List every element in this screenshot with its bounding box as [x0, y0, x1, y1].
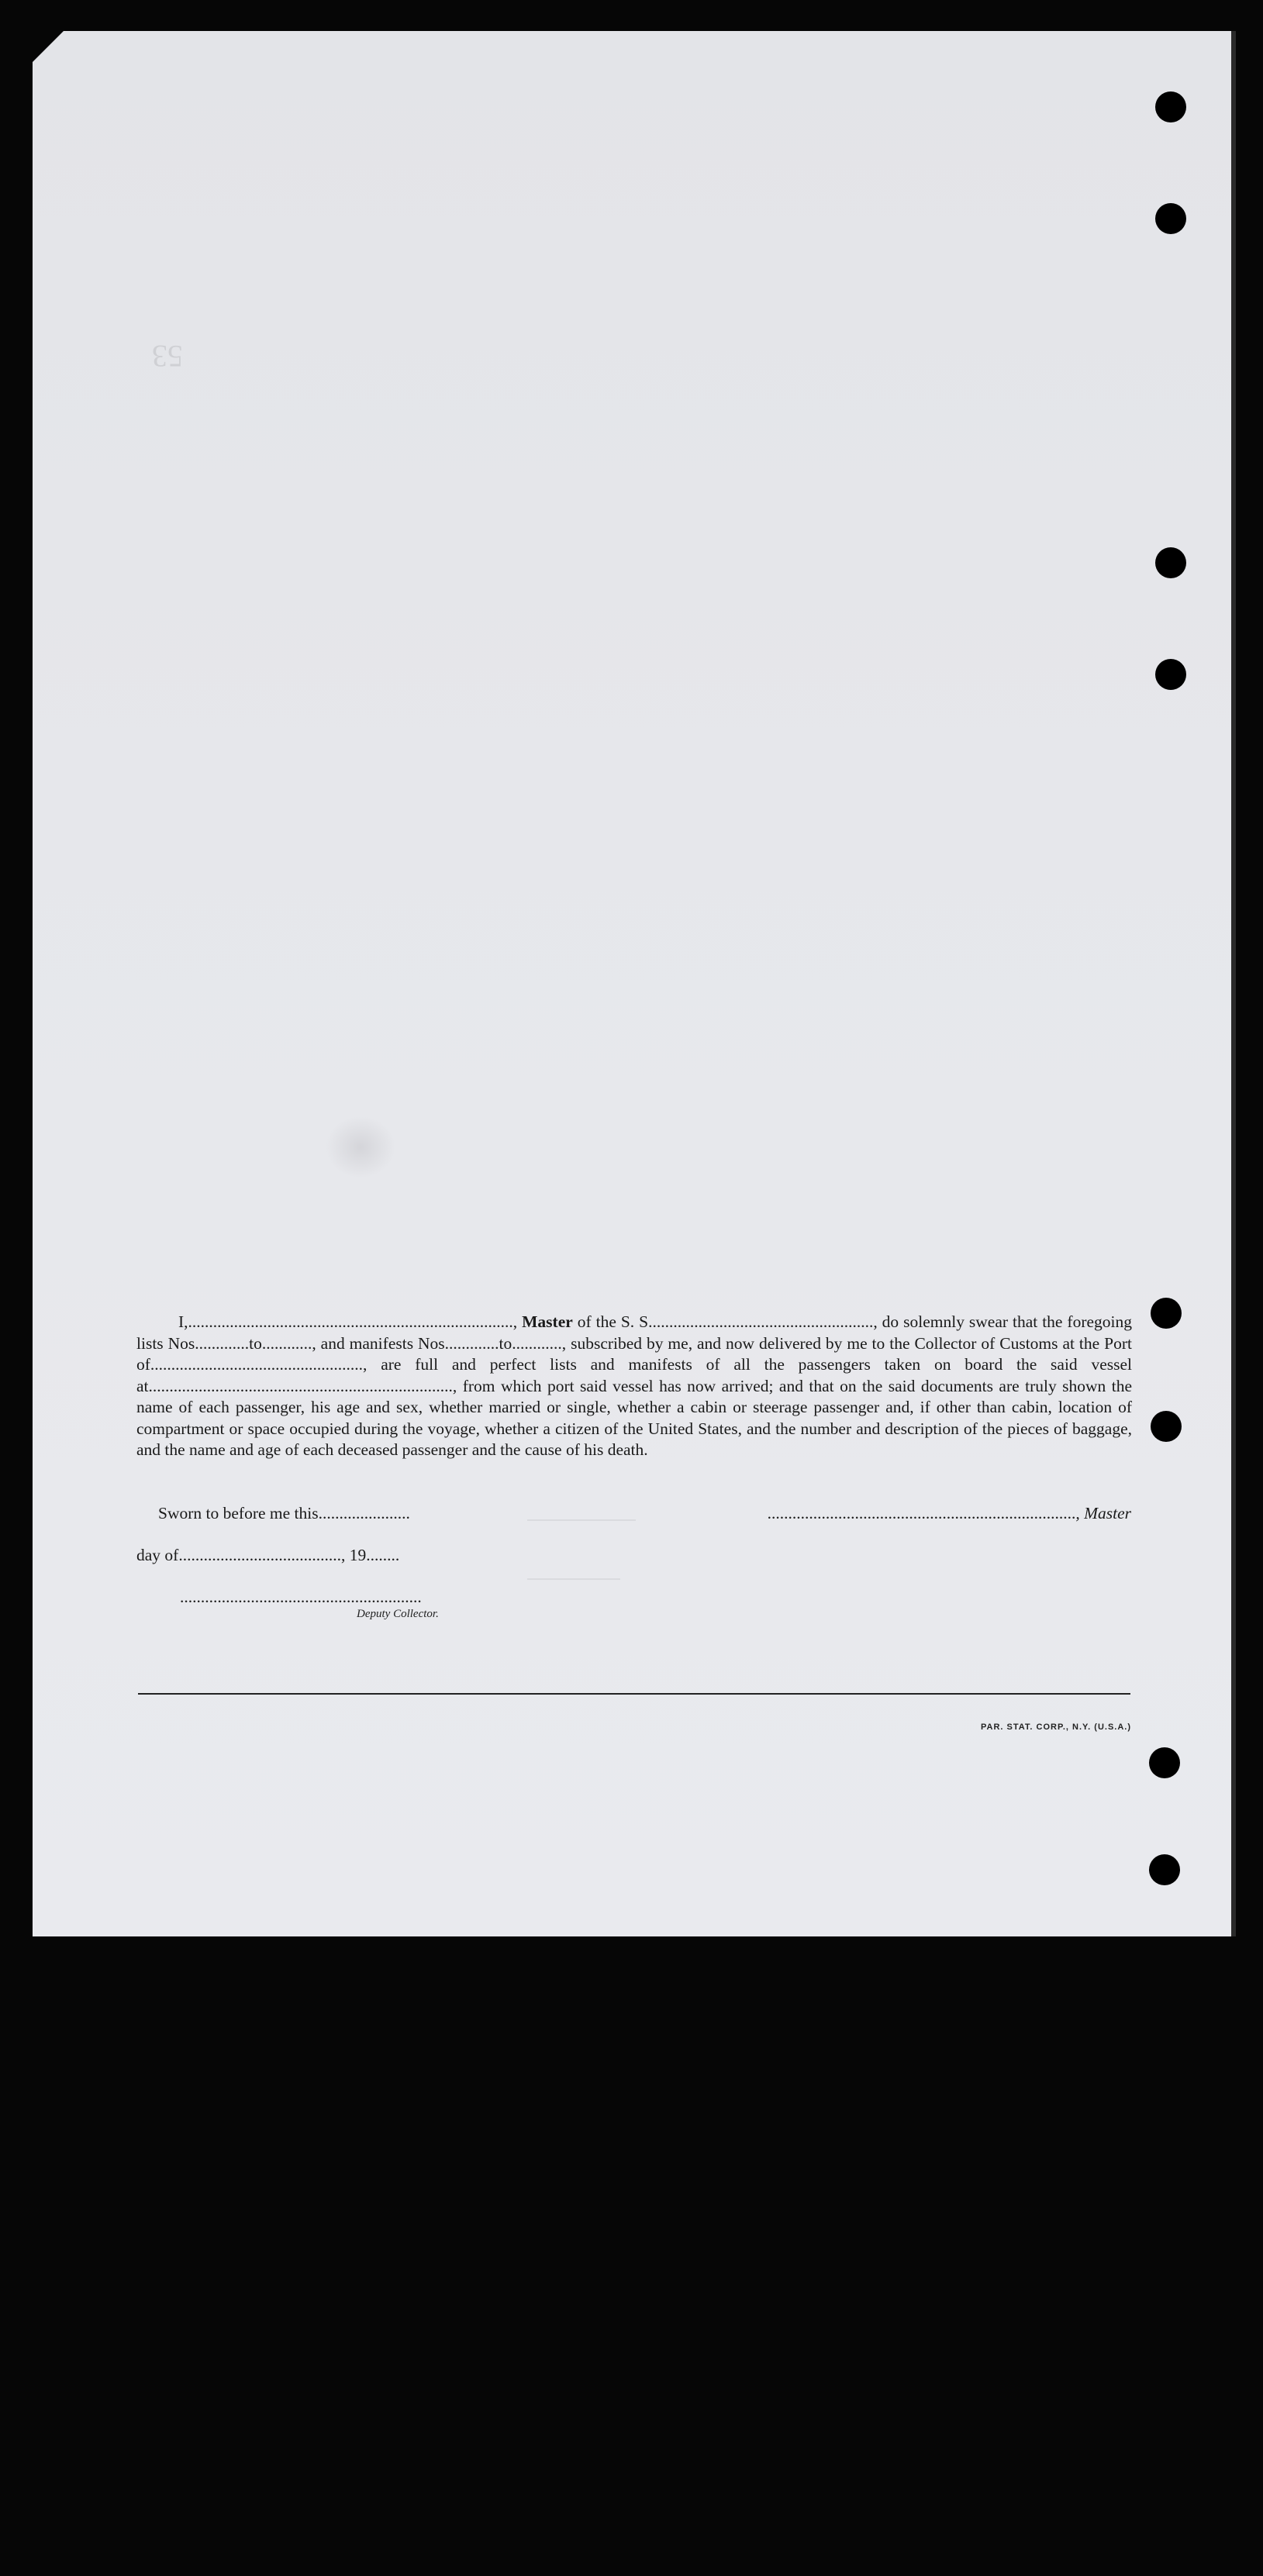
oath-text: , and manifests Nos. [312, 1333, 450, 1353]
sworn-day-field[interactable]: ...................... [318, 1504, 410, 1522]
oath-text: to [499, 1333, 512, 1353]
ship-name-field[interactable]: ..................................................... [652, 1312, 874, 1331]
oath-text: I, [178, 1312, 188, 1331]
punch-hole-4 [1155, 659, 1186, 690]
month-field[interactable]: ....................................... [178, 1546, 341, 1564]
horizontal-rule [138, 1693, 1130, 1695]
oath-text: of the S. S. [572, 1312, 653, 1331]
punch-hole-5 [1151, 1298, 1182, 1329]
oath-text: , do solemnly swear that the foregoing lists Nos. [136, 1312, 1133, 1353]
deputy-collector-label: Deputy Collector. [357, 1608, 439, 1620]
faint-bleed-line [527, 1519, 636, 1521]
punch-hole-1 [1155, 91, 1186, 122]
master-name-field[interactable]: .............................................................................. [188, 1312, 513, 1331]
printer-mark: PAR. STAT. CORP., N.Y. (U.S.A.) [981, 1723, 1131, 1732]
faint-stamp-mark [326, 1116, 395, 1178]
faint-page-number: 53 [152, 339, 183, 374]
origin-port-field[interactable]: ......................................................................... [148, 1376, 453, 1395]
year-prefix: , 19 [340, 1546, 367, 1564]
punch-hole-8 [1149, 1854, 1180, 1885]
port-field[interactable]: ................................................... [150, 1355, 364, 1374]
deputy-signature-field[interactable]: .......................................................... [180, 1588, 422, 1606]
list-to-field[interactable]: ............ [261, 1333, 312, 1353]
sworn-label: Sworn to before me this [158, 1504, 319, 1522]
faint-bleed-line [527, 1578, 620, 1580]
year-field[interactable]: ........ [366, 1546, 400, 1564]
oath-text: , from which port said vessel has now arrived; and that on the said documents are truly shown the name of each passenger, his age and sex, whether married or single, whether a cabin or steerage passenger and, if other than cabin, location of compartment or space occupied during the voyage, whether a citizen of the United States, and the number and description of the pieces of baggage, and the name and age of each deceased passenger and the cause of his death. [136, 1376, 1132, 1459]
master-label: Master [522, 1312, 573, 1331]
oath-paragraph: I,.............................................................................., Master of the S. S......................................................, do solemnly swear that the foregoing lists Nos.............to............, and manifests Nos.............to............, subscribed by me, and now delivered by me to the Collector of Customs at the Port of..................................................., are full and perfect lists and manifests of all the passengers taken on board the said vessel at........................................................................., from which port said vessel has now arrived; and that on the said documents are truly shown the name of each passenger, his age and sex, whether married or single, whether a cabin or steerage passenger and, if other than cabin, location of compartment or space occupied during the voyage, whether a citizen of the United States, and the number and description of the pieces of baggage, and the name and age of each deceased passenger and the cause of his death. [136, 1312, 1133, 1459]
punch-hole-6 [1151, 1411, 1182, 1442]
master-signature-label: , Master [1075, 1504, 1131, 1522]
day-line [136, 1546, 399, 1565]
day-label: day of [136, 1546, 179, 1564]
oath-text: , subscribed by me, and now delivered by me to the Collector of Customs at the Port of [136, 1333, 1132, 1374]
master-signature-line [768, 1504, 1131, 1523]
oath-text: to [249, 1333, 262, 1353]
oath-text: , are full and perfect lists and manifests of all the passengers taken on board the said vessel at [136, 1355, 1132, 1395]
punch-hole-7 [1149, 1747, 1180, 1778]
punch-hole-3 [1155, 547, 1186, 578]
manifest-to-field[interactable]: ............ [512, 1333, 562, 1353]
document-sheet [33, 31, 1231, 1936]
sworn-line [158, 1504, 410, 1523]
sheet-edge-shadow [1231, 31, 1236, 1936]
manifest-from-field[interactable]: ............ [449, 1333, 499, 1353]
master-signature-field[interactable]: .......................................................................... [767, 1504, 1076, 1522]
punch-hole-2 [1155, 203, 1186, 234]
list-from-field[interactable]: ............ [198, 1333, 250, 1353]
